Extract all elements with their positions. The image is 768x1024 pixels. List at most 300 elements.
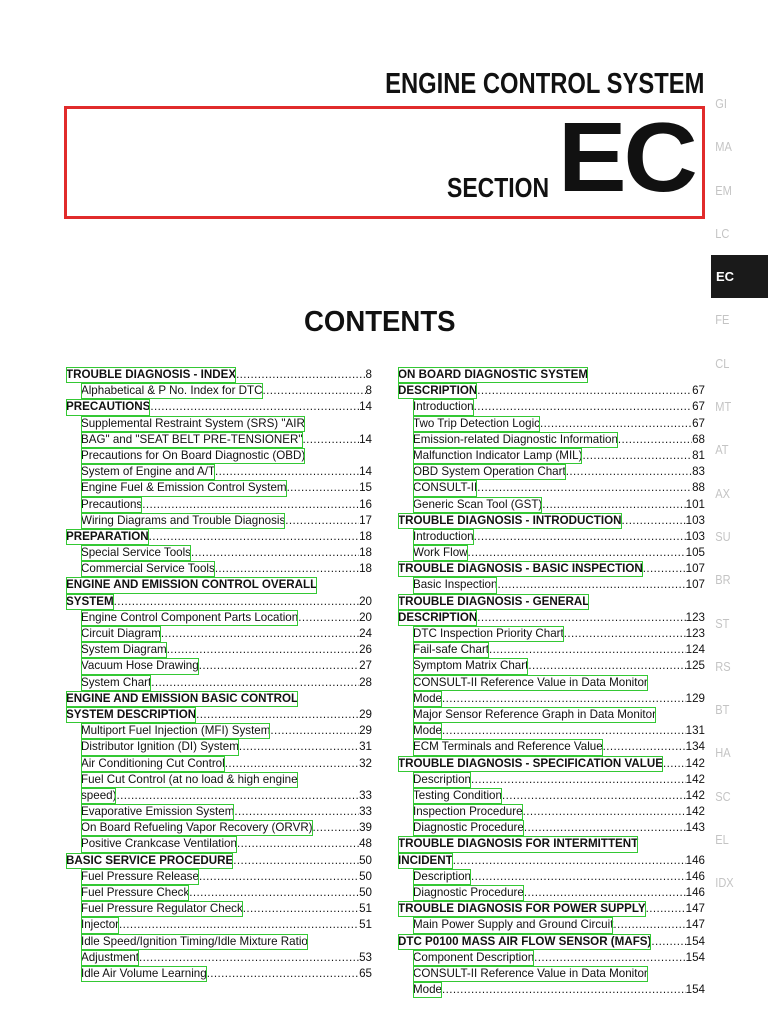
toc-leader-dots bbox=[270, 723, 359, 739]
toc-entry[interactable] bbox=[66, 399, 372, 415]
toc-entry[interactable] bbox=[66, 917, 372, 933]
toc-entry-title[interactable]: Wiring Diagrams and Trouble Diagnosis bbox=[81, 513, 285, 529]
section-tab-el[interactable]: EL bbox=[715, 832, 729, 848]
toc-leader-dots bbox=[161, 626, 359, 642]
toc-entry-title[interactable]: Distributor Ignition (DI) System bbox=[81, 739, 239, 755]
section-tab-sc[interactable]: SC bbox=[715, 788, 731, 804]
toc-page-number: 48 bbox=[359, 837, 372, 851]
toc-entry[interactable] bbox=[66, 594, 372, 610]
toc-entry-title[interactable]: Fuel Pressure Regulator Check bbox=[81, 901, 243, 917]
toc-page-number: 32 bbox=[359, 756, 372, 770]
toc-entry-title[interactable]: Engine Control Component Parts Location bbox=[81, 610, 298, 626]
toc-entry-title[interactable]: Emission-related Diagnostic Information bbox=[413, 432, 618, 448]
toc-leader-dots bbox=[285, 513, 359, 529]
section-tab-mt[interactable]: MT bbox=[715, 399, 732, 415]
toc-leader-dots bbox=[646, 901, 686, 917]
toc-entry-title[interactable]: Precautions for On Board Diagnostic (OBD) bbox=[81, 448, 305, 464]
toc-leader-dots bbox=[263, 383, 366, 399]
toc-entry[interactable] bbox=[66, 869, 372, 885]
toc-entry-title[interactable]: Basic Inspection bbox=[413, 577, 497, 593]
toc-leader-dots bbox=[474, 529, 686, 545]
toc-entry[interactable] bbox=[398, 788, 705, 804]
toc-entry-title[interactable]: Two Trip Detection Logic bbox=[413, 416, 540, 432]
toc-entry[interactable] bbox=[66, 610, 372, 626]
toc-page-number: 50 bbox=[359, 869, 372, 883]
toc-entry-title[interactable]: Precautions bbox=[81, 497, 142, 513]
toc-page-number: 142 bbox=[685, 805, 705, 819]
toc-page-number: 33 bbox=[359, 788, 372, 802]
toc-entry[interactable] bbox=[66, 545, 372, 561]
toc-entry-title[interactable]: Idle Speed/Ignition Timing/Idle Mixture Ratio bbox=[81, 934, 308, 950]
toc-entry[interactable] bbox=[398, 529, 705, 545]
toc-entry[interactable] bbox=[398, 982, 705, 998]
toc-entry-title[interactable]: ENGINE AND EMISSION CONTROL OVERALL bbox=[66, 577, 317, 593]
toc-entry-title[interactable]: Work Flow bbox=[413, 545, 468, 561]
toc-leader-dots bbox=[524, 820, 686, 836]
toc-entry-title[interactable]: PRECAUTIONS bbox=[66, 399, 150, 415]
toc-page-number: 31 bbox=[359, 740, 372, 754]
toc-page-number: 8 bbox=[365, 384, 372, 398]
toc-page-number: 27 bbox=[359, 659, 372, 673]
toc-page-number: 20 bbox=[359, 594, 372, 608]
toc-entry-title[interactable]: Main Power Supply and Ground Circuit bbox=[413, 917, 613, 933]
toc-page-number: 16 bbox=[359, 497, 372, 511]
toc-entry-title[interactable]: Circuit Diagram bbox=[81, 626, 161, 642]
section-tab-cl[interactable]: CL bbox=[715, 355, 730, 371]
toc-entry-title[interactable]: PREPARATION bbox=[66, 529, 149, 545]
toc-entry[interactable] bbox=[66, 966, 372, 982]
toc-page-number: 39 bbox=[359, 821, 372, 835]
toc-page-number: 50 bbox=[359, 853, 372, 867]
toc-entry[interactable] bbox=[66, 626, 372, 642]
toc-leader-dots bbox=[150, 399, 359, 415]
toc-entry[interactable] bbox=[398, 642, 705, 658]
toc-page-number: 107 bbox=[685, 578, 705, 592]
toc-leader-dots bbox=[119, 917, 359, 933]
toc-entry-title[interactable]: Mode bbox=[413, 723, 442, 739]
toc-entry[interactable] bbox=[398, 950, 705, 966]
toc-page-number: 123 bbox=[685, 627, 705, 640]
toc-page-number: 146 bbox=[685, 886, 705, 899]
toc-leader-dots bbox=[613, 917, 685, 933]
toc-entry-title[interactable]: Diagnostic Procedure bbox=[413, 885, 524, 901]
toc-page-number: 51 bbox=[359, 918, 372, 932]
toc-page-number: 81 bbox=[692, 448, 705, 462]
toc-page-number: 124 bbox=[685, 643, 705, 657]
toc-leader-dots bbox=[237, 836, 359, 852]
toc-entry-title[interactable]: TROUBLE DIAGNOSIS FOR POWER SUPPLY bbox=[398, 901, 646, 917]
toc-leader-dots bbox=[442, 691, 686, 707]
toc-entry-title[interactable]: Injector bbox=[81, 917, 119, 933]
toc-leader-dots bbox=[298, 610, 359, 626]
toc-entry-title[interactable]: Fail-safe Chart bbox=[413, 642, 489, 658]
toc-entry[interactable] bbox=[398, 853, 705, 869]
toc-entry[interactable] bbox=[66, 804, 372, 820]
toc-entry-title[interactable]: TROUBLE DIAGNOSIS FOR INTERMITTENT bbox=[398, 836, 638, 852]
section-label: SECTION bbox=[447, 172, 550, 203]
toc-entry-title[interactable]: TROUBLE DIAGNOSIS - BASIC INSPECTION bbox=[398, 561, 643, 577]
toc-entry[interactable] bbox=[66, 448, 372, 464]
toc-entry[interactable] bbox=[66, 901, 372, 917]
toc-entry[interactable] bbox=[66, 432, 372, 448]
toc-entry-title[interactable]: Supplemental Restraint System (SRS) "AIR bbox=[81, 416, 305, 432]
contents-heading: CONTENTS bbox=[304, 306, 456, 338]
toc-entry-title[interactable]: BASIC SERVICE PROCEDURE bbox=[66, 853, 233, 869]
toc-page-number: 26 bbox=[359, 643, 372, 657]
toc-entry[interactable] bbox=[66, 561, 372, 577]
toc-page-number: 29 bbox=[359, 707, 372, 721]
toc-entry-title[interactable]: Component Description bbox=[413, 950, 534, 966]
toc-entry-title[interactable]: Commercial Service Tools bbox=[81, 561, 215, 577]
toc-page-number: 146 bbox=[685, 853, 705, 867]
toc-entry-title[interactable]: Description bbox=[413, 869, 471, 885]
toc-entry[interactable] bbox=[66, 836, 372, 852]
toc-column-left bbox=[66, 367, 372, 982]
toc-page-number: 67 bbox=[692, 416, 705, 430]
toc-page-number: 68 bbox=[692, 432, 705, 446]
toc-leader-dots bbox=[471, 772, 686, 788]
toc-page-number: 33 bbox=[359, 805, 372, 819]
toc-leader-dots bbox=[502, 788, 686, 804]
toc-page-number: 65 bbox=[359, 966, 372, 980]
toc-page-number: 146 bbox=[685, 869, 705, 883]
toc-entry[interactable] bbox=[398, 545, 705, 561]
toc-page-number: 147 bbox=[685, 918, 705, 932]
toc-entry[interactable] bbox=[398, 836, 705, 852]
toc-page-number: 143 bbox=[685, 821, 705, 835]
toc-leader-dots bbox=[116, 788, 359, 804]
toc-page-number: 28 bbox=[359, 675, 372, 689]
toc-entry-title[interactable]: Multiport Fuel Injection (MFI) System bbox=[81, 723, 270, 739]
toc-page-number: 29 bbox=[359, 724, 372, 738]
toc-leader-dots bbox=[287, 480, 360, 496]
toc-entry[interactable] bbox=[66, 416, 372, 432]
toc-leader-dots bbox=[534, 950, 686, 966]
toc-leader-dots bbox=[149, 529, 359, 545]
toc-entry[interactable] bbox=[66, 885, 372, 901]
toc-page-number: 123 bbox=[685, 610, 705, 624]
toc-entry-title[interactable]: speed) bbox=[81, 788, 116, 804]
section-tab-rs[interactable]: RS bbox=[715, 658, 731, 674]
toc-leader-dots bbox=[139, 950, 359, 966]
toc-page-number: 131 bbox=[685, 724, 705, 738]
toc-entry[interactable] bbox=[398, 399, 705, 415]
toc-entry[interactable] bbox=[398, 820, 705, 836]
document-title: ENGINE CONTROL SYSTEM bbox=[384, 68, 704, 100]
toc-entry[interactable] bbox=[398, 610, 705, 626]
toc-page-number: 147 bbox=[685, 902, 705, 916]
toc-page-number: 51 bbox=[359, 902, 372, 916]
toc-leader-dots bbox=[528, 658, 685, 674]
toc-entry-title[interactable]: DESCRIPTION bbox=[398, 383, 477, 399]
toc-leader-dots bbox=[442, 723, 686, 739]
toc-page-number: 154 bbox=[685, 934, 705, 948]
toc-entry-title[interactable]: Symptom Matrix Chart bbox=[413, 658, 528, 674]
toc-leader-dots bbox=[489, 642, 686, 658]
toc-leader-dots bbox=[471, 869, 686, 885]
toc-leader-dots bbox=[303, 432, 360, 448]
toc-page-number: 103 bbox=[685, 513, 705, 527]
toc-entry[interactable] bbox=[66, 788, 372, 804]
toc-leader-dots bbox=[199, 869, 359, 885]
toc-entry-title[interactable]: Major Sensor Reference Graph in Data Monitor bbox=[413, 707, 656, 723]
toc-page-number: 154 bbox=[685, 983, 705, 997]
toc-entry[interactable] bbox=[398, 480, 705, 496]
toc-page-number: 142 bbox=[685, 788, 705, 802]
toc-page-number: 67 bbox=[692, 400, 705, 414]
toc-page-number: 24 bbox=[359, 627, 372, 640]
toc-entry[interactable] bbox=[66, 480, 372, 496]
toc-entry-title[interactable]: Alphabetical & P No. Index for DTC bbox=[81, 383, 263, 399]
toc-entry-title[interactable]: Special Service Tools bbox=[81, 545, 191, 561]
toc-entry[interactable] bbox=[66, 675, 372, 691]
toc-entry[interactable] bbox=[66, 464, 372, 480]
toc-entry-title[interactable]: DESCRIPTION bbox=[398, 610, 477, 626]
section-tab-su[interactable]: SU bbox=[715, 528, 731, 544]
toc-entry-title[interactable]: Vacuum Hose Drawing bbox=[81, 658, 199, 674]
toc-leader-dots bbox=[189, 885, 359, 901]
toc-entry-title[interactable]: DTC Inspection Priority Chart bbox=[413, 626, 564, 642]
toc-entry[interactable] bbox=[66, 756, 372, 772]
toc-leader-dots bbox=[566, 464, 692, 480]
section-tab-idx[interactable]: IDX bbox=[715, 875, 734, 891]
toc-leader-dots bbox=[215, 561, 359, 577]
toc-page-number: 142 bbox=[685, 772, 705, 786]
toc-entry-title[interactable]: Idle Air Volume Learning bbox=[81, 966, 207, 982]
toc-entry[interactable] bbox=[66, 772, 372, 788]
toc-entry[interactable] bbox=[398, 885, 705, 901]
toc-entry-title[interactable]: INCIDENT bbox=[398, 853, 453, 869]
toc-leader-dots bbox=[191, 545, 359, 561]
section-tab-ha[interactable]: HA bbox=[715, 745, 731, 761]
section-tab-lc[interactable]: LC bbox=[715, 225, 730, 241]
toc-entry-title[interactable]: Air Conditioning Cut Control bbox=[81, 756, 225, 772]
toc-entry[interactable] bbox=[398, 917, 705, 933]
toc-entry[interactable] bbox=[398, 869, 705, 885]
toc-page-number: 88 bbox=[692, 481, 705, 495]
toc-entry[interactable] bbox=[66, 383, 372, 399]
toc-leader-dots bbox=[474, 399, 693, 415]
toc-leader-dots bbox=[542, 497, 685, 513]
toc-page-number: 125 bbox=[685, 659, 705, 673]
toc-entry[interactable] bbox=[398, 691, 705, 707]
toc-leader-dots bbox=[453, 853, 686, 869]
toc-entry[interactable] bbox=[398, 432, 705, 448]
toc-entry[interactable] bbox=[398, 723, 705, 739]
toc-entry[interactable] bbox=[398, 416, 705, 432]
toc-entry[interactable] bbox=[66, 853, 372, 869]
toc-entry-title[interactable]: Fuel Pressure Release bbox=[81, 869, 199, 885]
toc-entry[interactable] bbox=[66, 577, 372, 593]
toc-leader-dots bbox=[582, 448, 692, 464]
toc-leader-dots bbox=[114, 594, 359, 610]
section-tab-strip bbox=[711, 82, 768, 905]
toc-entry-title[interactable]: Fuel Pressure Check bbox=[81, 885, 189, 901]
toc-entry-title[interactable]: System Chart bbox=[81, 675, 151, 691]
toc-entry[interactable] bbox=[66, 658, 372, 674]
toc-entry-title[interactable]: Positive Crankcase Ventilation bbox=[81, 836, 237, 852]
toc-entry-title[interactable]: Evaporative Emission System bbox=[81, 804, 234, 820]
toc-entry[interactable] bbox=[398, 383, 705, 399]
toc-leader-dots bbox=[468, 545, 686, 561]
toc-leader-dots bbox=[239, 739, 359, 755]
toc-entry-title[interactable]: Testing Condition bbox=[413, 788, 502, 804]
toc-leader-dots bbox=[603, 739, 686, 755]
toc-entry[interactable] bbox=[398, 367, 705, 383]
toc-leader-dots bbox=[618, 432, 692, 448]
toc-entry[interactable] bbox=[66, 497, 372, 513]
toc-entry-title[interactable]: TROUBLE DIAGNOSIS - GENERAL bbox=[398, 594, 589, 610]
toc-leader-dots bbox=[196, 707, 359, 723]
toc-entry-title[interactable]: ENGINE AND EMISSION BASIC CONTROL bbox=[66, 691, 298, 707]
toc-page-number: 8 bbox=[365, 368, 372, 381]
toc-leader-dots bbox=[243, 901, 359, 917]
toc-entry-title[interactable]: SYSTEM bbox=[66, 594, 114, 610]
toc-page-number: 83 bbox=[692, 465, 705, 479]
toc-page-number: 20 bbox=[359, 610, 372, 624]
toc-leader-dots bbox=[151, 675, 359, 691]
section-tab-gi[interactable]: GI bbox=[715, 96, 727, 111]
toc-leader-dots bbox=[442, 982, 686, 998]
toc-leader-dots bbox=[313, 820, 360, 836]
toc-entry-title[interactable]: Generic Scan Tool (GST) bbox=[413, 497, 542, 513]
toc-entry-title[interactable]: ON BOARD DIAGNOSTIC SYSTEM bbox=[398, 367, 588, 383]
toc-leader-dots bbox=[651, 934, 685, 950]
toc-entry-title[interactable]: ECM Terminals and Reference Value bbox=[413, 739, 603, 755]
toc-entry-title[interactable]: CONSULT-II Reference Value in Data Monitor bbox=[413, 966, 648, 982]
toc-entry[interactable] bbox=[398, 561, 705, 577]
toc-page-number: 53 bbox=[359, 950, 372, 964]
toc-entry[interactable] bbox=[66, 723, 372, 739]
toc-entry-title[interactable]: Fuel Cut Control (at no load & high engine bbox=[81, 772, 298, 788]
toc-entry-title[interactable]: TROUBLE DIAGNOSIS - INTRODUCTION bbox=[398, 513, 622, 529]
toc-leader-dots bbox=[477, 610, 685, 626]
toc-entry-title[interactable]: CONSULT-II bbox=[413, 480, 477, 496]
section-tab-bt[interactable]: BT bbox=[715, 702, 730, 718]
toc-entry-title[interactable]: Diagnostic Procedure bbox=[413, 820, 524, 836]
section-code: EC bbox=[558, 102, 695, 212]
toc-entry-title[interactable]: SYSTEM DESCRIPTION bbox=[66, 707, 196, 723]
toc-page-number: 129 bbox=[685, 691, 705, 705]
toc-entry[interactable] bbox=[398, 594, 705, 610]
toc-leader-dots bbox=[207, 966, 359, 982]
toc-entry-title[interactable]: Inspection Procedure bbox=[413, 804, 523, 820]
toc-page-number: 18 bbox=[359, 546, 372, 560]
toc-entry[interactable] bbox=[398, 448, 705, 464]
toc-page-number: 17 bbox=[359, 513, 372, 527]
toc-page-number: 142 bbox=[685, 756, 705, 770]
section-tab-fe[interactable]: FE bbox=[715, 312, 730, 328]
section-tab-br[interactable]: BR bbox=[715, 572, 731, 588]
toc-entry[interactable] bbox=[398, 707, 705, 723]
toc-entry[interactable] bbox=[398, 626, 705, 642]
section-tab-st[interactable]: ST bbox=[715, 615, 730, 631]
section-tab-ec[interactable]: EC bbox=[711, 255, 768, 298]
toc-entry[interactable] bbox=[398, 804, 705, 820]
toc-entry[interactable] bbox=[66, 691, 372, 707]
toc-entry-title[interactable]: System Diagram bbox=[81, 642, 167, 658]
toc-entry[interactable] bbox=[66, 513, 372, 529]
toc-entry[interactable] bbox=[398, 934, 705, 950]
toc-entry-title[interactable]: On Board Refueling Vapor Recovery (ORVR) bbox=[81, 820, 313, 836]
toc-leader-dots bbox=[236, 367, 365, 383]
toc-leader-dots bbox=[540, 416, 692, 432]
toc-entry-title[interactable]: Engine Fuel & Emission Control System bbox=[81, 480, 287, 496]
toc-leader-dots bbox=[477, 480, 692, 496]
toc-page-number: 15 bbox=[359, 481, 372, 495]
toc-entry[interactable] bbox=[66, 529, 372, 545]
toc-leader-dots bbox=[564, 626, 686, 642]
toc-entry-title[interactable]: TROUBLE DIAGNOSIS - SPECIFICATION VALUE bbox=[398, 756, 663, 772]
toc-entry-title[interactable]: BAG" and "SEAT BELT PRE-TENSIONER" bbox=[81, 432, 303, 448]
toc-entry[interactable] bbox=[66, 820, 372, 836]
toc-entry-title[interactable]: Mode bbox=[413, 982, 442, 998]
toc-entry-title[interactable]: Description bbox=[413, 772, 471, 788]
toc-page-number: 103 bbox=[685, 529, 705, 543]
toc-entry[interactable] bbox=[398, 772, 705, 788]
toc-entry-title[interactable]: Introduction bbox=[413, 529, 474, 545]
toc-entry-title[interactable]: DTC P0100 MASS AIR FLOW SENSOR (MAFS) bbox=[398, 934, 651, 950]
toc-page-number: 154 bbox=[685, 950, 705, 964]
toc-page-number: 14 bbox=[359, 432, 372, 446]
section-tab-at[interactable]: AT bbox=[715, 442, 729, 458]
toc-page-number: 50 bbox=[359, 886, 372, 899]
toc-entry-title[interactable]: Introduction bbox=[413, 399, 474, 415]
toc-entry[interactable] bbox=[398, 739, 705, 755]
toc-leader-dots bbox=[215, 464, 359, 480]
toc-page-number: 67 bbox=[692, 384, 705, 398]
section-tab-ax[interactable]: AX bbox=[715, 485, 730, 501]
toc-leader-dots bbox=[199, 658, 359, 674]
toc-leader-dots bbox=[477, 383, 692, 399]
toc-entry-title[interactable]: System of Engine and A/T bbox=[81, 464, 215, 480]
toc-page-number: 105 bbox=[685, 546, 705, 560]
toc-entry[interactable] bbox=[398, 513, 705, 529]
toc-entry[interactable] bbox=[398, 756, 705, 772]
toc-entry[interactable] bbox=[398, 966, 705, 982]
toc-entry[interactable] bbox=[398, 497, 705, 513]
toc-entry[interactable] bbox=[66, 950, 372, 966]
toc-leader-dots bbox=[524, 885, 686, 901]
toc-entry[interactable] bbox=[398, 901, 705, 917]
toc-entry-title[interactable]: TROUBLE DIAGNOSIS - INDEX bbox=[66, 367, 236, 383]
toc-entry[interactable] bbox=[398, 675, 705, 691]
toc-leader-dots bbox=[233, 853, 359, 869]
section-tab-ma[interactable]: MA bbox=[715, 139, 732, 155]
toc-entry-title[interactable]: Malfunction Indicator Lamp (MIL) bbox=[413, 448, 582, 464]
toc-entry[interactable] bbox=[398, 658, 705, 674]
toc-entry-title[interactable]: OBD System Operation Chart bbox=[413, 464, 566, 480]
toc-leader-dots bbox=[622, 513, 686, 529]
toc-entry[interactable] bbox=[398, 577, 705, 593]
toc-entry[interactable] bbox=[66, 367, 372, 383]
toc-leader-dots bbox=[663, 756, 686, 772]
toc-entry[interactable] bbox=[66, 707, 372, 723]
toc-entry[interactable] bbox=[66, 739, 372, 755]
toc-entry[interactable] bbox=[66, 642, 372, 658]
toc-page-number: 101 bbox=[685, 497, 705, 511]
toc-page-number: 18 bbox=[359, 529, 372, 543]
section-tab-em[interactable]: EM bbox=[715, 182, 732, 198]
toc-entry-title[interactable]: CONSULT-II Reference Value in Data Monitor bbox=[413, 675, 648, 691]
toc-entry[interactable] bbox=[398, 464, 705, 480]
toc-page-number: 107 bbox=[685, 562, 705, 576]
toc-entry[interactable] bbox=[66, 934, 372, 950]
toc-entry-title[interactable]: Mode bbox=[413, 691, 442, 707]
toc-page-number: 18 bbox=[359, 562, 372, 576]
toc-entry-title[interactable]: Adjustment bbox=[81, 950, 139, 966]
toc-leader-dots bbox=[142, 497, 359, 513]
